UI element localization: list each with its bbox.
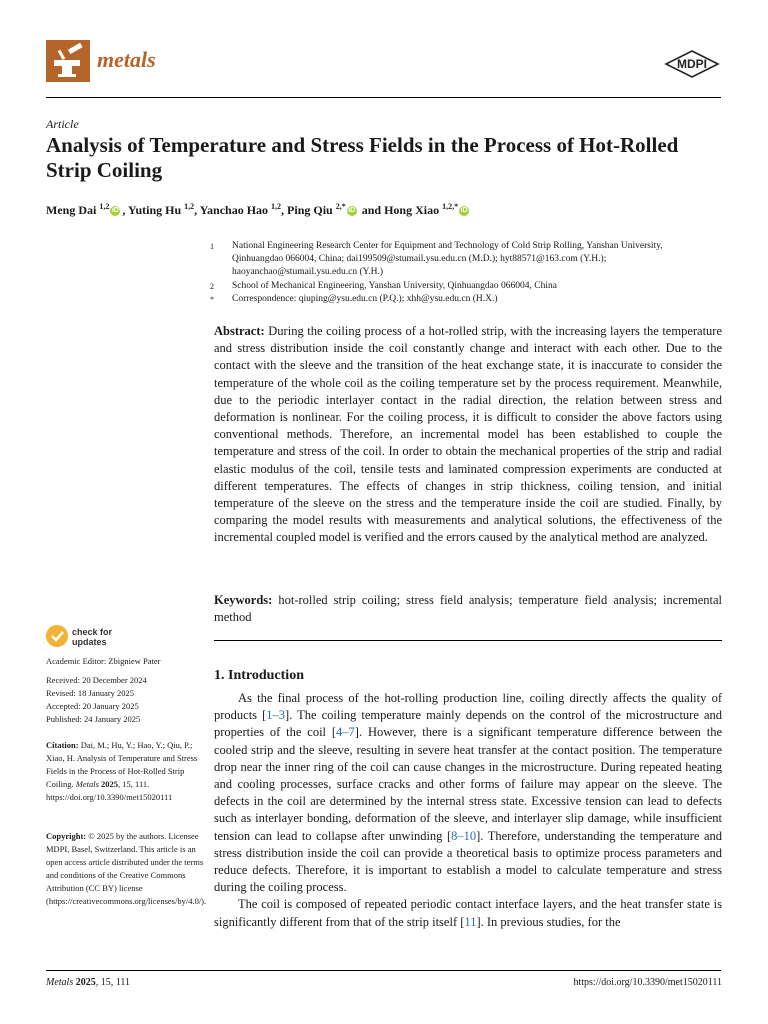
orcid-icon[interactable]: iD xyxy=(348,207,356,215)
header-divider xyxy=(46,97,721,98)
section-heading: 1. Introduction xyxy=(214,668,304,683)
author-list: Meng Dai $^{1,2}$ iD , Yuting Hu $^{1,2}$, Yanchao Hao $^{1,2}$, Ping Qiu $^{2,*}$ iD and Hong Xiao $^{1,2,*}$ iD xyxy=(46,202,468,217)
journal-logo xyxy=(46,40,90,82)
check-updates-icon xyxy=(46,625,68,647)
date-accepted: Accepted: 20 January 2025 xyxy=(46,701,139,711)
author-name[interactable]: Ping Qiu xyxy=(287,203,333,217)
article-type: Article xyxy=(46,117,79,131)
anvil-hammer-icon xyxy=(46,40,90,82)
date-published: Published: 24 January 2025 xyxy=(46,714,141,724)
author-sup: 1,2 xyxy=(99,202,110,211)
keywords xyxy=(214,592,722,626)
publisher-logo xyxy=(664,50,720,78)
author-sup: 1,2,* xyxy=(442,202,459,211)
abstract-text: During the coiling process of a hot-rolled strip, with the increasing layers the temperature and stress distribution inside the coil constantly change and interact with each other. Due to the contact with the sleeve and the transition of the heat exchange state, it is inaccurate to consider the temperature of the whole coil as the coiling temperature set by the process requirement. Meanwhile, due to the periodic interlayer contact in the radial direction, the relation between stress and deformation is nonlinear. For the coiling process, it is difficult to consider the above factors using conventional methods. Therefore, an incremental model has been established to couple the temperature and stress of the coil. In order to obtain the mechanical properties of the strip and radial elastic modulus of the coil, tensile tests and laminated compression experiments are conducted at different temperatures. The effects of changes in strip thickness, coiling tension, and initial temperature of the sleeve on the stress and the temperature inside the coil are studied. Finally, by comparing the model results with measurements and analytical solutions, the effectiveness of the incremental coupled model is verified and the errors caused by the analytical method are analyzed. xyxy=(214,324,723,545)
journal-name: metals xyxy=(97,47,156,72)
citation-link[interactable]: 8–10 xyxy=(451,828,477,843)
author-name[interactable]: Meng Dai xyxy=(46,203,97,217)
publication-dates xyxy=(46,674,206,726)
article-title: Analysis of Temperature and Stress Fields in the Process of Hot-Rolled Strip Coiling xyxy=(46,133,679,182)
section-divider xyxy=(214,640,722,641)
orcid-icon[interactable]: iD xyxy=(111,207,119,215)
keywords-text: hot-rolled strip coiling; stress field analysis; temperature field analysis; incremental method xyxy=(214,593,723,625)
author-name[interactable]: Hong Xiao xyxy=(384,203,440,217)
academic-editor: Academic Editor: Zbigniew Pater xyxy=(46,656,161,666)
author-sup: 1,2 xyxy=(184,202,195,211)
correspondence: * Correspondence: qiuping@ysu.edu.cn (P.Q.); xhh@ysu.edu.cn (H.X.) xyxy=(210,294,498,304)
date-revised: Revised: 18 January 2025 xyxy=(46,688,135,698)
orcid-icon[interactable]: iD xyxy=(460,207,468,215)
footer-journal-info: Metals 2025, 15, 111 xyxy=(46,977,130,988)
affiliation-1: 1 National Engineering Research Center for Equipment and Technology of Cold Strip Rolling, Yanshan University, Qinhuangdao 066004, China; dai199509@stumail.ysu.edu.cn (M.D.); hyt88571@163.com (Y.H.); haoyanchao@stumail.ysu.edu.cn (Y.H.) xyxy=(210,241,663,277)
keywords-label: Keywords: xyxy=(214,593,273,607)
author-name[interactable]: Yanchao Hao xyxy=(199,203,269,217)
citation-link[interactable]: 4–7 xyxy=(336,725,355,740)
date-received: Received: 20 December 2024 xyxy=(46,675,147,685)
introduction-body xyxy=(214,690,722,931)
citation: Citation: Dai, M.; Hu, Y.; Hao, Y.; Qiu, P.; Xiao, H. Analysis of Temperature and Stress Fields in the Process of Hot-Rolled Strip Coiling. Metals 2025, 15, 111. https://doi.org/10.3390/met15020111 xyxy=(46,740,198,802)
citation-link[interactable]: 11 xyxy=(464,914,477,929)
copyright-notice: Copyright: © 2025 by the authors. Licensee MDPI, Basel, Switzerland. This article is an open access article distributed under the terms and conditions of the Creative Commons Attribution (CC BY) license (https://creativecommons.org/licenses/by/4.0/). xyxy=(46,831,207,906)
abstract xyxy=(214,323,722,547)
citation-link[interactable]: 1–3 xyxy=(266,708,286,723)
author-name[interactable]: Yuting Hu xyxy=(127,203,182,217)
paragraph: The coil is composed of repeated periodic contact interface layers, and the heat transfer state is significantly different from that of the strip itself [11]. In previous studies, for the xyxy=(214,897,722,929)
abstract-label: Abstract: xyxy=(214,324,265,338)
author-sup: 1,2 xyxy=(271,202,282,211)
footer-divider xyxy=(46,970,721,971)
author-sup: 2,* xyxy=(335,202,346,211)
affiliation-2: 2 School of Mechanical Engineering, Yanshan University, Qinhuangdao 066004, China xyxy=(210,281,557,291)
paragraph: As the final process of the hot-rolling production line, coiling directly affects the quality of products [1–3]. The coiling temperature mainly depends on the control of the microstructure and properties of the coil [4–7]. However, there is a significant temperature difference between the cooled strip and the sleeve, resulting in severe heat transfer at the contact position. The temperature drop near the inner ring of the coil can cause changes in the microstructure. During repeated heating and cooling processes, surface cracks and other forms of failure may appear on the sleeve. The defects in the coil are determined by the internal stress state. Excessive tension can lead to defects such as interlayer bonding, deformation of the sleeve, and interlayer slip damage, while insufficient tension can lead to collapse after unwinding [8–10]. Therefore, understanding the temperature and stress distribution inside the coil can provide a theoretical basis to optimize process parameters and reduce defects. Therefore, it is important to establish a model to calculate temperature and stress during the coiling process. xyxy=(214,691,723,895)
footer-doi-link[interactable]: https://doi.org/10.3390/met15020111 xyxy=(573,977,722,988)
publisher-name: MDPI xyxy=(677,57,707,71)
